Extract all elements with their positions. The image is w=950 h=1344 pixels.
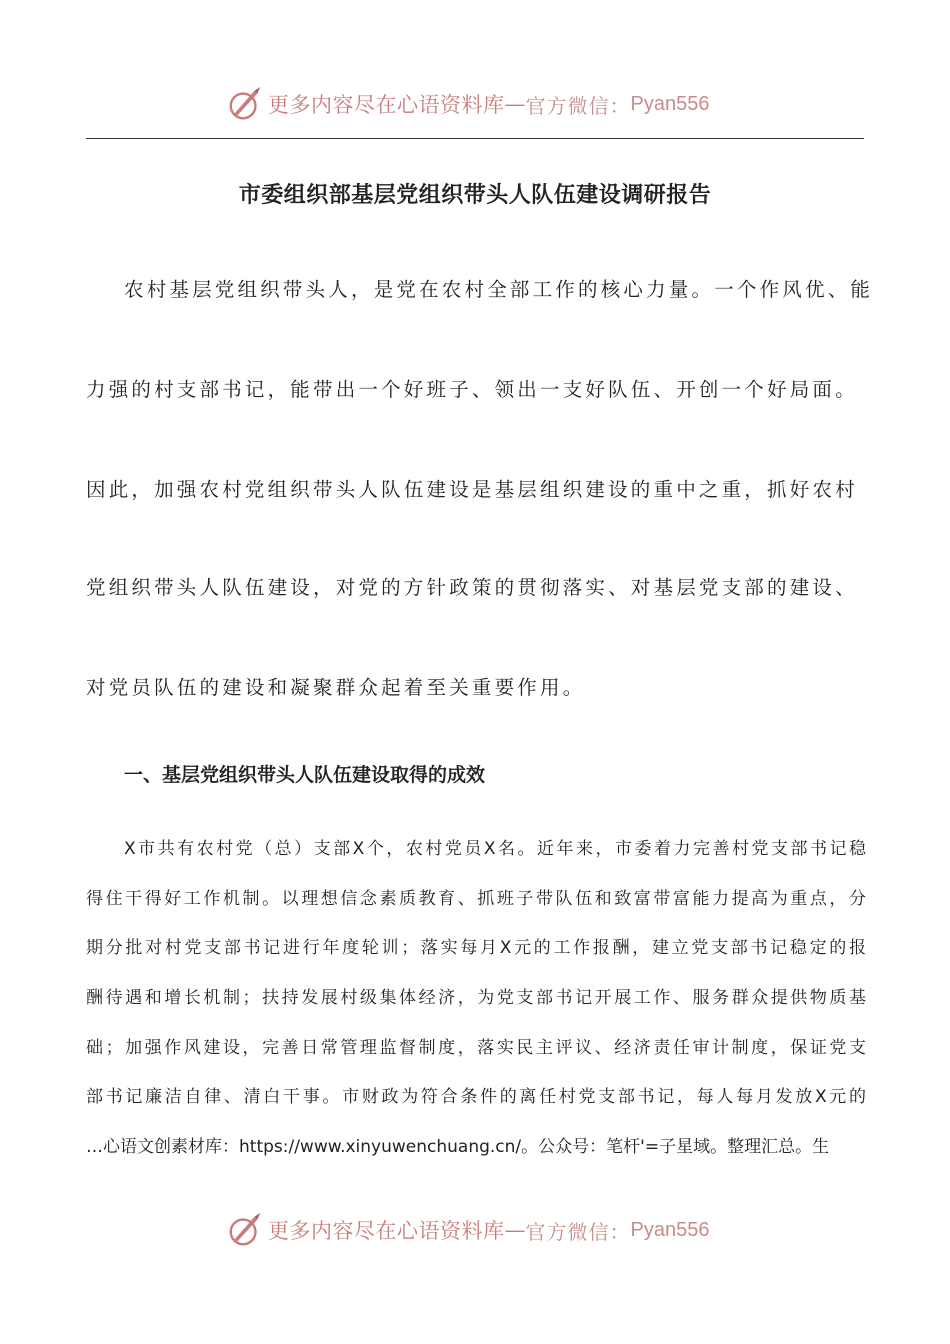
- quill-logo-icon: [226, 85, 264, 123]
- document-title: 市委组织部基层党组织带头人队伍建设调研报告: [238, 182, 712, 208]
- intro-line: 因此，加强农村党组织带头人队伍建设是基层组织建设的重中之重，抓好农村: [86, 478, 858, 501]
- header-watermark: [0, 82, 950, 126]
- body-line: …心语文创素材库：https://www.xinyuwenchuang.cn/。公众号：笔杆'=子星域。整理汇总。生: [86, 1137, 830, 1157]
- body-line: X市共有农村党（总）支部X个，农村党员X名。近年来，市委着力完善村党支部书记稳: [124, 839, 866, 859]
- body-line: 部书记廉洁自律、清白干事。市财政为符合条件的离任村党支部书记，每人每月发放X元的: [86, 1087, 866, 1107]
- watermark-wechat-id: Pyan556: [630, 1218, 710, 1241]
- header-divider: [86, 138, 864, 139]
- section-heading: 一、基层党组织带头人队伍建设取得的成效: [124, 764, 486, 786]
- body-line: 得住干得好工作机制。以理想信念素质教育、抓班子带队伍和致富带富能力提高为重点，分: [86, 889, 866, 909]
- watermark-label: 官方微信：: [525, 1219, 631, 1244]
- watermark-brand: 更多内容尽在心语资料库: [268, 93, 505, 117]
- intro-line: 农村基层党组织带头人，是党在农村全部工作的核心力量。一个作风优、能: [124, 278, 874, 301]
- watermark-separator: —: [504, 92, 526, 116]
- intro-line: 对党员队伍的建设和凝聚群众起着至关重要作用。: [86, 676, 586, 699]
- watermark-brand: 更多内容尽在心语资料库: [268, 1219, 505, 1243]
- footer-watermark: [0, 1208, 950, 1252]
- watermark-label: 官方微信：: [525, 93, 631, 118]
- watermark-separator: —: [504, 1218, 526, 1242]
- quill-logo-icon: [226, 1211, 264, 1249]
- watermark-wechat-id: Pyan556: [630, 92, 710, 115]
- body-line: 期分批对村党支部书记进行年度轮训；落实每月X元的工作报酬，建立党支部书记稳定的报: [86, 938, 866, 958]
- intro-line: 党组织带头人队伍建设，对党的方针政策的贯彻落实、对基层党支部的建设、: [86, 576, 858, 599]
- body-line: 础；加强作风建设，完善日常管理监督制度，落实民主评议、经济责任审计制度，保证党支: [86, 1038, 866, 1058]
- body-line: 酬待遇和增长机制；扶持发展村级集体经济，为党支部书记开展工作、服务群众提供物质基: [86, 988, 866, 1008]
- intro-line: 力强的村支部书记，能带出一个好班子、领出一支好队伍、开创一个好局面。: [86, 378, 858, 401]
